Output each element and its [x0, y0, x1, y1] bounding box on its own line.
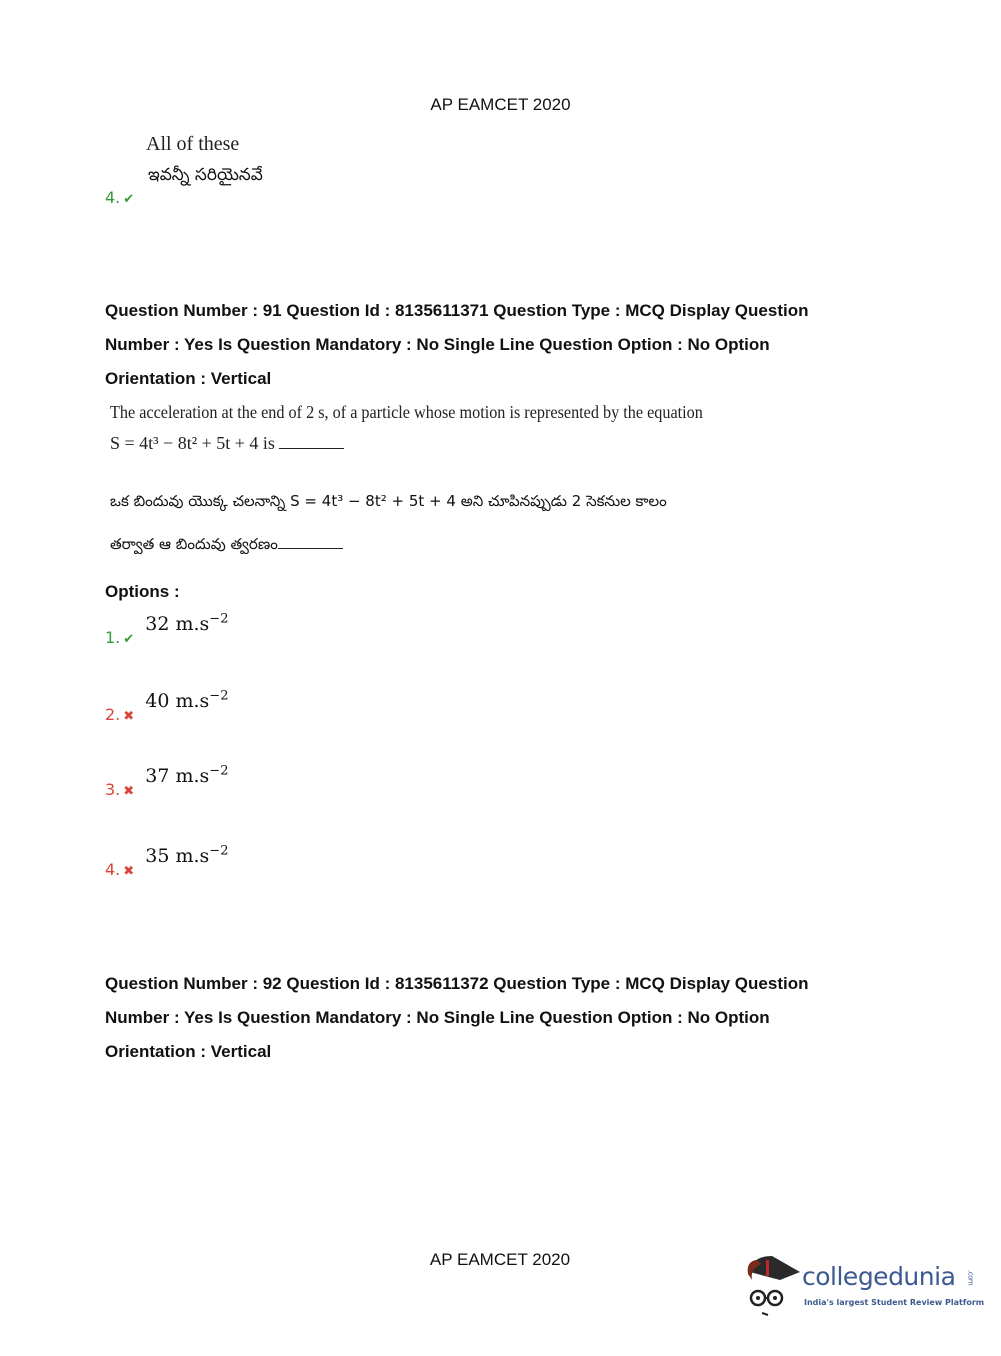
page-footer: AP EAMCET 2020: [429, 1250, 571, 1269]
collegedunia-logo: [742, 1250, 985, 1320]
q91-text-en-1: The acceleration at the end of 2 s, of a particle whose motion is represented by the equation: [110, 402, 703, 422]
cross-icon: ✖: [123, 784, 135, 800]
cross-icon: ✖: [123, 864, 135, 880]
meta-line: Orientation : Vertical: [105, 1042, 272, 1061]
value: 37 m.s: [145, 765, 210, 788]
value: 32 m.s: [145, 613, 210, 636]
meta-line: Number : Yes Is Question Mandatory : No Single Line Question Option : No Option: [105, 335, 770, 354]
q91-meta: [105, 294, 985, 396]
option-number: 1.: [105, 628, 121, 648]
option-1: [105, 612, 229, 648]
te-text: తర్వాత ఆ బిందువు త్వరణం: [110, 535, 278, 553]
option-number: 4.: [105, 188, 121, 207]
option-value: [145, 690, 228, 712]
meta-line: Number : Yes Is Question Mandatory : No Single Line Question Option : No Option: [105, 1008, 770, 1027]
option-number: 4.: [105, 860, 121, 880]
meta-line: Question Number : 92 Question Id : 8135611372 Question Type : MCQ Display Question: [105, 974, 809, 993]
option-value: [145, 613, 228, 635]
meta-line: Orientation : Vertical: [105, 369, 272, 388]
option-value: [145, 845, 228, 867]
exponent: −2: [209, 764, 229, 779]
options-label: Options :: [105, 582, 180, 601]
option-value: [145, 765, 228, 787]
prev-option-number: [105, 188, 134, 207]
q91-text-te-1: ఒక బిందువు యొక్క చలనాన్ని S = 4t³ − 8t² + 5t + 4 అని చూపినప్పుడు 2 సెకనుల కాలం: [110, 492, 667, 510]
option-2: [105, 689, 229, 725]
option-number: 2.: [105, 705, 121, 725]
option-4: [105, 844, 229, 880]
answer-blank: [279, 448, 344, 449]
meta-line: Question Number : 91 Question Id : 8135611371 Question Type : MCQ Display Question: [105, 301, 809, 320]
q91-text-en-2: [110, 433, 344, 454]
brand-text: collegedunia: [802, 1262, 956, 1291]
logo-brand: [802, 1262, 985, 1292]
q92-meta: [105, 967, 985, 1069]
check-icon: ✔: [123, 192, 135, 207]
mascot-icon: [742, 1250, 802, 1316]
option-number: 3.: [105, 780, 121, 800]
answer-blank: [278, 548, 343, 549]
brand-suffix: .com: [966, 1269, 975, 1285]
exponent: −2: [209, 612, 229, 627]
value: 35 m.s: [145, 845, 210, 868]
exponent: −2: [209, 689, 229, 704]
page-header: AP EAMCET 2020: [430, 95, 571, 114]
q91-text-te-2: [110, 535, 343, 557]
equation: S = 4t³ − 8t² + 5t + 4 is: [110, 433, 275, 453]
prev-option-text-en: All of these: [146, 133, 240, 155]
prev-option-text-te: ఇవన్నీ సరియైనవే: [148, 165, 263, 185]
value: 40 m.s: [145, 690, 210, 713]
cross-icon: ✖: [123, 709, 135, 725]
exponent: −2: [209, 844, 229, 859]
logo-tagline: India's largest Student Review Platform: [804, 1298, 985, 1307]
option-3: [105, 764, 229, 800]
check-icon: ✔: [123, 632, 135, 648]
